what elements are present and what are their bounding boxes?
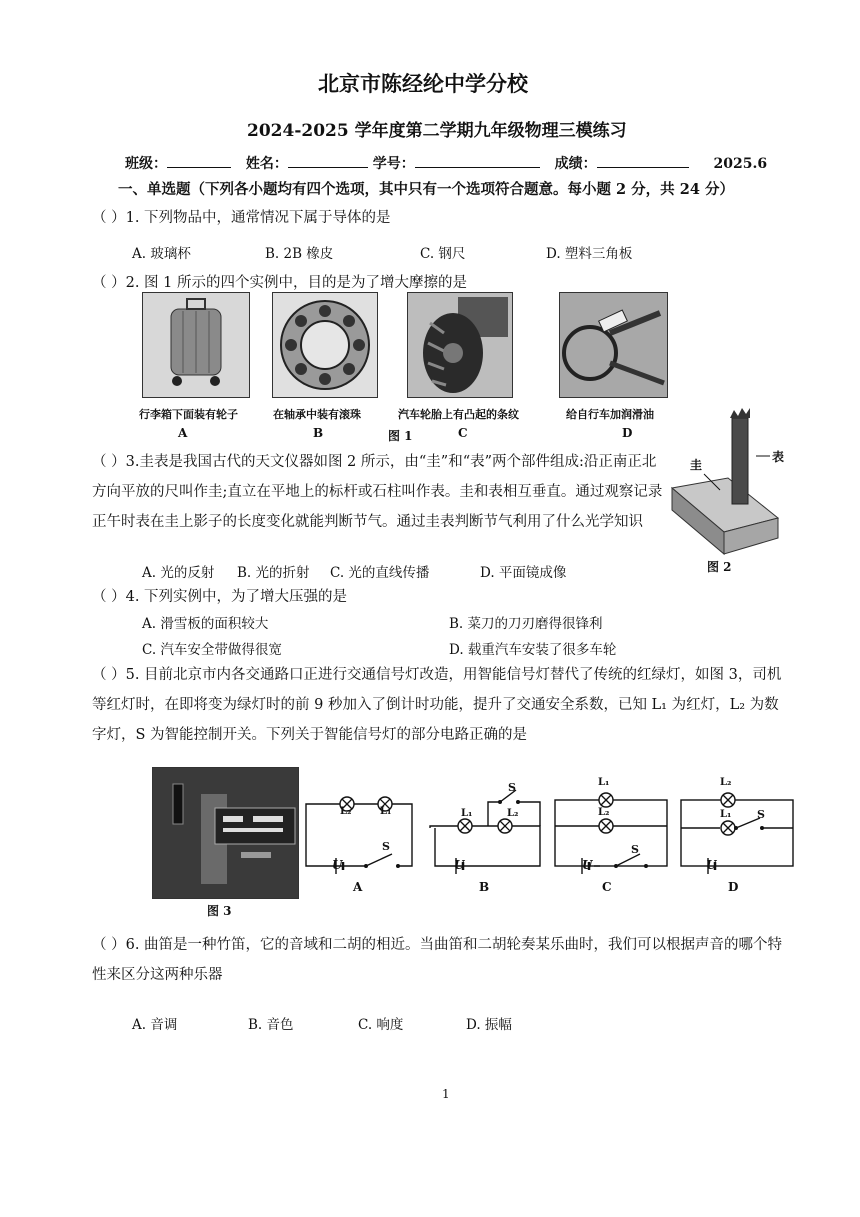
traffic-light-photo [152, 767, 299, 899]
fig1-letter-d: D [622, 426, 633, 440]
q4-answer-bracket[interactable]: （ ） [92, 589, 126, 605]
circuit-d-l1: L₁ [720, 809, 732, 820]
circuit-d-l2: L₂ [720, 777, 732, 788]
q1-option-a: A. 玻璃杯 [132, 246, 191, 262]
student-info-line [125, 153, 767, 173]
circuit-d-letter: D [728, 880, 739, 894]
circuit-c-switch: S [631, 843, 639, 856]
q4-option-b: B. 菜刀的刀刃磨得很锋利 [449, 616, 603, 632]
circuit-b-l1: L₁ [461, 808, 473, 819]
q5-stem [92, 660, 792, 750]
exam-date: 2025.6 [713, 156, 768, 172]
bike-oil-photo [559, 292, 668, 398]
q3-stem [92, 447, 666, 537]
fig1-letter-a: A [178, 426, 188, 440]
circuit-c-letter: C [602, 880, 612, 894]
name-label: 姓名： [245, 156, 288, 172]
fig1-letter-c: C [458, 426, 468, 440]
q4-option-c: C. 汽车安全带做得很宽 [142, 642, 282, 658]
tire-photo [407, 292, 513, 398]
fig3-label: 图 3 [207, 904, 232, 918]
fig2-label: 图 2 [707, 560, 732, 574]
q3-answer-bracket[interactable]: （ ） [92, 454, 126, 470]
circuit-a-letter: A [353, 880, 363, 894]
circuit-b-switch: S [508, 781, 516, 794]
q6-option-d: D. 振幅 [466, 1017, 512, 1033]
q5-text: 5. 目前北京市内各交通路口正进行交通信号灯改造，用智能信号灯替代了传统的红绿灯，如图 3，司机等红灯时，在即将变为绿灯时的前 9 秒加入了倒计时功能，提升了交通安全系数，已知 L₁ 为红灯，L₂ 为数字灯，S 为智能控制开关。下列关于智能信号灯的部分电路正确的是 [92, 667, 782, 743]
q6-answer-bracket[interactable]: （ ） [92, 937, 126, 953]
luggage-photo [142, 292, 250, 398]
q6-stem [92, 930, 792, 990]
q1-text: 1. 下列物品中，通常情况下属于导体的是 [125, 210, 391, 226]
q1-stem [92, 206, 391, 227]
bearing-photo [272, 292, 378, 398]
q1-answer-bracket[interactable]: （ ） [92, 210, 126, 226]
id-label: 学号： [372, 156, 415, 172]
q4-option-a: A. 滑雪板的面积较大 [142, 616, 269, 632]
q2-answer-bracket[interactable]: （ ） [92, 275, 126, 291]
page-number: 1 [442, 1087, 450, 1101]
q1-option-d: D. 塑料三角板 [546, 246, 633, 262]
q6-option-b: B. 音色 [248, 1017, 294, 1033]
section-1-title: 一、单选题（下列各小题均有四个选项，其中只有一个选项符合题意。每小题 2 分，共 24 分） [118, 181, 734, 198]
q1-option-c: C. 钢尺 [420, 246, 466, 262]
biao-label: 表 [772, 450, 785, 464]
q4-stem [92, 585, 347, 606]
circuit-a-switch: S [382, 840, 390, 853]
circuit-a-l2: L₂ [340, 806, 352, 817]
fig1-letter-b: B [313, 426, 324, 440]
q6-text: 6. 曲笛是一种竹笛，它的音域和二胡的相近。当曲笛和二胡轮奏某乐曲时，我们可以根据声音的哪个特性来区分这两种乐器 [92, 937, 783, 983]
fig1-label: 图 1 [388, 429, 413, 443]
circuit-d-voltage: U [706, 858, 717, 872]
score-field[interactable] [597, 153, 689, 168]
circuit-b-letter: B [479, 880, 490, 894]
q5-answer-bracket[interactable]: （ ） [92, 667, 126, 683]
circuit-c [555, 800, 667, 866]
circuit-diagrams [300, 776, 800, 878]
circuit-c-l1: L₁ [598, 777, 610, 788]
q2-stem [92, 271, 467, 292]
fig1-caption-a: 行李箱下面装有轮子 [139, 408, 238, 421]
circuit-c-voltage: U [582, 858, 593, 872]
q6-option-c: C. 响度 [358, 1017, 404, 1033]
q3-option-b: B. 光的折射 [237, 565, 310, 581]
circuit-a [306, 804, 412, 866]
q3-option-c: C. 光的直线传播 [330, 565, 430, 581]
circuit-b [430, 790, 540, 866]
circuit-b-l2: L₂ [507, 808, 519, 819]
q3-option-d: D. 平面镜成像 [480, 565, 567, 581]
circuit-a-l1: L₁ [380, 806, 392, 817]
q1-option-b: B. 2B 橡皮 [265, 246, 334, 262]
circuit-d-switch: S [757, 808, 765, 821]
class-label: 班级： [125, 156, 167, 172]
fig1-caption-b: 在轴承中装有滚珠 [273, 408, 361, 421]
circuit-d [681, 800, 793, 866]
score-label: 成绩： [554, 156, 597, 172]
circuit-b-voltage: U [454, 858, 465, 872]
name-field[interactable] [288, 153, 368, 168]
school-title: 北京市陈经纶中学分校 [318, 71, 528, 96]
guibiao-figure [668, 408, 786, 558]
circuit-c-l2: L₂ [598, 807, 610, 818]
circuit-a-voltage: U [332, 858, 343, 872]
exam-title: 2024-2025 学年度第二学期九年级物理三模练习 [247, 121, 627, 141]
class-field[interactable] [167, 153, 231, 168]
id-field[interactable] [415, 153, 540, 168]
fig1-caption-d: 给自行车加润滑油 [566, 408, 654, 421]
q3-option-a: A. 光的反射 [142, 565, 215, 581]
q6-option-a: A. 音调 [132, 1017, 178, 1033]
fig1-caption-c: 汽车轮胎上有凸起的条纹 [398, 408, 519, 421]
q4-option-d: D. 载重汽车安装了很多车轮 [449, 642, 617, 658]
q3-text: 3.圭表是我国古代的天文仪器如图 2 所示，由“圭”和“表”两个部件组成:沿正南正北方向平放的尺叫作圭;直立在平地上的标杆或石柱叫作表。圭和表相互垂直。通过观察记录正午时表在圭上影子的长度变化就能判断节气。通过圭表判断节气利用了什么光学知识 [92, 454, 663, 530]
q2-text: 2. 图 1 所示的四个实例中，目的是为了增大摩擦的是 [125, 275, 467, 291]
gui-label: 圭 [690, 458, 703, 472]
q4-text: 4. 下列实例中，为了增大压强的是 [125, 589, 348, 605]
